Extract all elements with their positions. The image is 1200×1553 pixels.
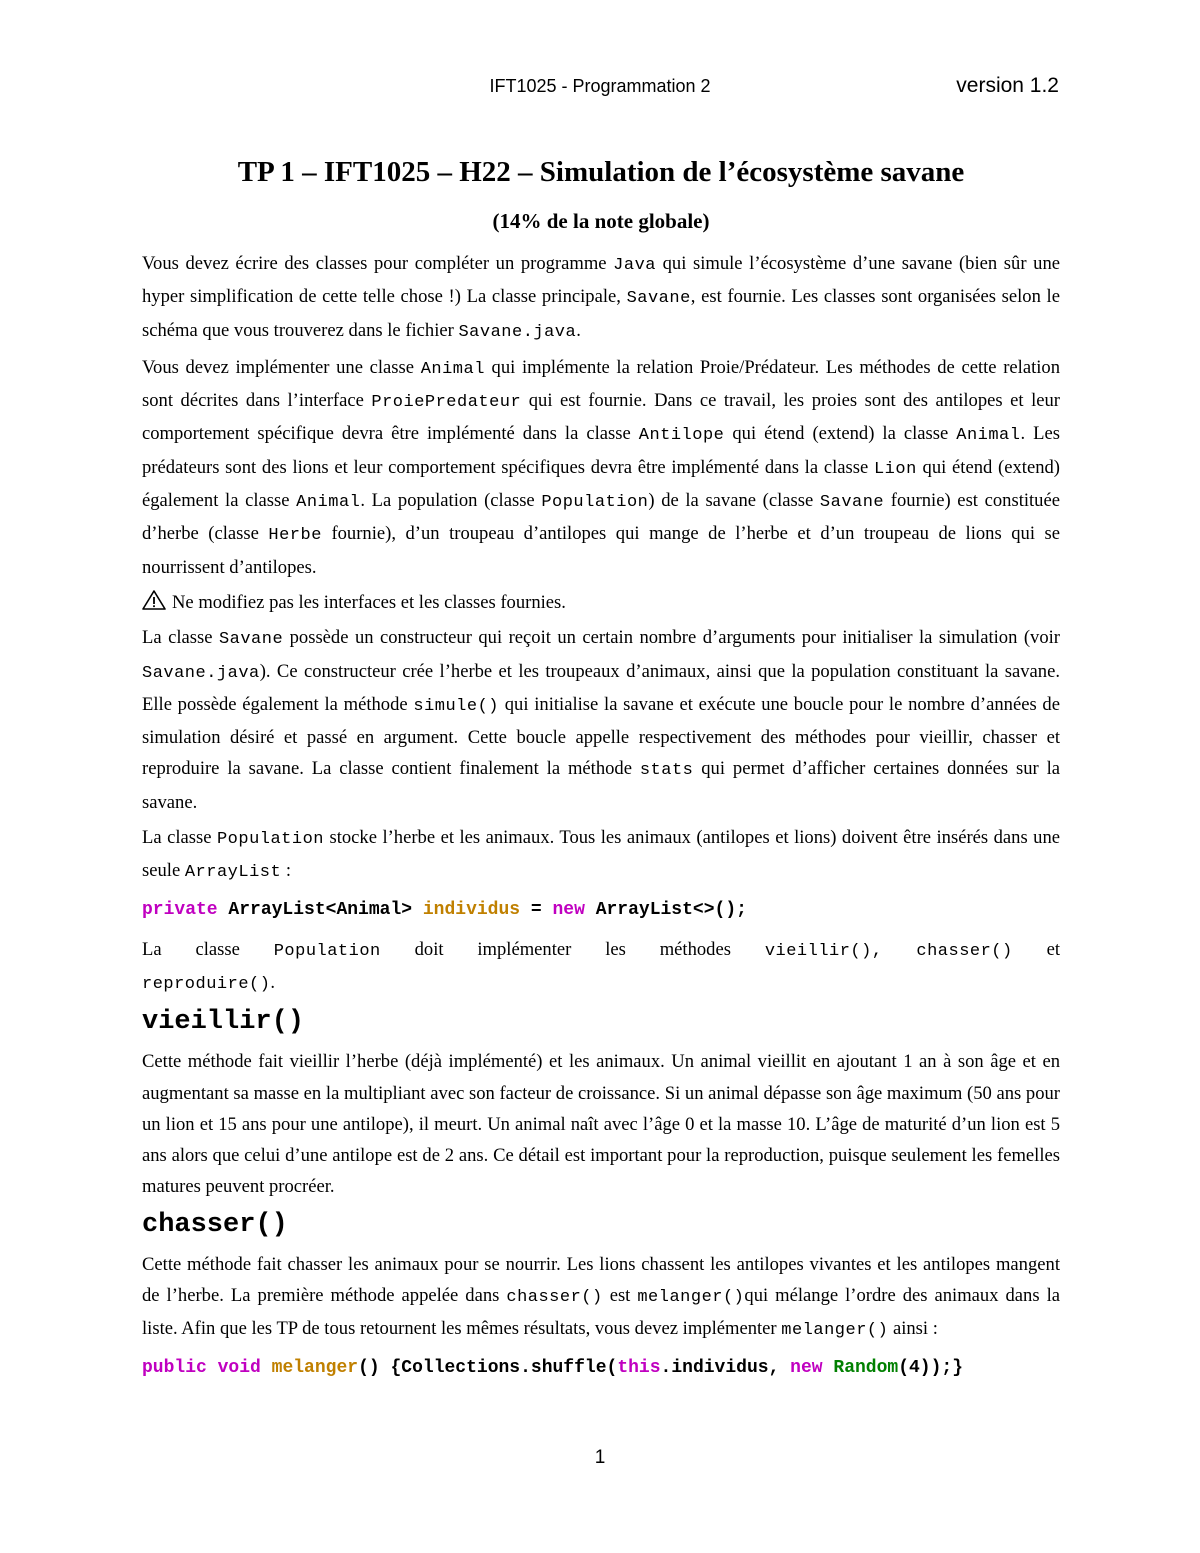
methods-paragraph: La classe Population doit implémenter les méthodes vieillir(), chasser() et [142,938,1060,961]
code-individus-declaration: private ArrayList<Animal> individus = new ArrayList<>(); [142,899,747,920]
code-melanger: public void melanger() {Collections.shuffle(this.individus, new Random(4));} [142,1357,964,1378]
methods-paragraph-end: reproduire(). [142,971,276,994]
savane-paragraph: La classe Savane possède un constructeur qui reçoit un certain nombre d’arguments pour initialiser la simulation (voir Savane.java). Ce constructeur crée l’herbe et les troupeaux d’animaux, ainsi que la population constituant la savane. Elle possède également la méthode simule() qui initialise la savane et exécute une boucle pour le nombre d’années de simulation désiré et passé en argument. Cette boucle appelle respectivement des méthodes pour vieillir, chasser et reproduire la savane. La classe contient finalement la méthode stats qui permet d’afficher certaines données sur la savane. [142,627,1060,813]
page-number: 1 [594,1447,606,1468]
warning-icon [142,590,166,610]
document-subtitle: (14% de la note globale) [492,209,710,233]
intro-paragraph: Vous devez écrire des classes pour compléter un programme Java qui simule l’écosystème d’une savane (bien sûr une hyper simplification de cette telle chose !) La classe principale, Savane, est fournie. Les classes sont organisées selon le schéma que vous trouverez dans le fichier Savane.java. [142,253,1060,342]
population-paragraph: La classe Population stocke l’herbe et les animaux. Tous les animaux (antilopes et lions) doivent être insérés dans une seule ArrayList : [142,827,1061,883]
header-course: IFT1025 - Programmation 2 [489,76,711,96]
document-body [142,150,1060,1392]
animal-paragraph: Vous devez implémenter une classe Animal qui implémente la relation Proie/Prédateur. Les méthodes de cette relation sont décrites dans l’interface ProiePredateur qui est fournie. Dans ce travail, les proies sont des antilopes et leur comportement spécifique devra être implémenté dans la classe Antilope qui étend (extend) la classe Animal. Les prédateurs sont des lions et leur comportement spécifiques devra être implémenté dans la classe Lion qui étend (extend) également la classe Animal. La population (classe Population) de la savane (classe Savane fournie) est constituée d’herbe (classe Herbe fournie), d’un troupeau d’antilopes qui mange de l’herbe et d’un troupeau de lions qui se nourrissent d’antilopes. [142,356,1060,578]
heading-chasser: chasser() [142,1209,288,1240]
chasser-paragraph: Cette méthode fait chasser les animaux pour se nourrir. Les lions chassent les antilopes vivantes et les antilopes mangent de l’herbe. La première méthode appelée dans chasser() est melanger()qui mélange l’ordre des animaux dans la liste. Afin que les TP de tous retournent les mêmes résultats, vous devez implémenter melanger() ainsi : [142,1253,1061,1341]
heading-vieillir: vieillir() [142,1007,305,1038]
warning-note: Ne modifiez pas les interfaces et les classes fournies. [142,587,1060,618]
header-version: version 1.2 [956,74,1059,97]
document-title: TP 1 – IFT1025 – H22 – Simulation de l’écosystème savane [237,156,965,188]
vieillir-paragraph: Cette méthode fait vieillir l’herbe (déjà implémenté) et les animaux. Un animal vieillit en ajoutant 1 an à son âge et en augmentant sa masse en la multipliant avec son facteur de croissance. Si un animal dépasse son âge maximum (50 ans pour un lion et 15 ans pour une antilope), il meurt. Un animal naît avec l’âge 0 et la masse 10. L’âge de maturité d’un lion est 5 ans alors que celui d’une antilope est de 2 ans. Ce détail est important pour la reproduction, puisque seulement les femelles matures peuvent procréer. [142,1051,1060,1198]
